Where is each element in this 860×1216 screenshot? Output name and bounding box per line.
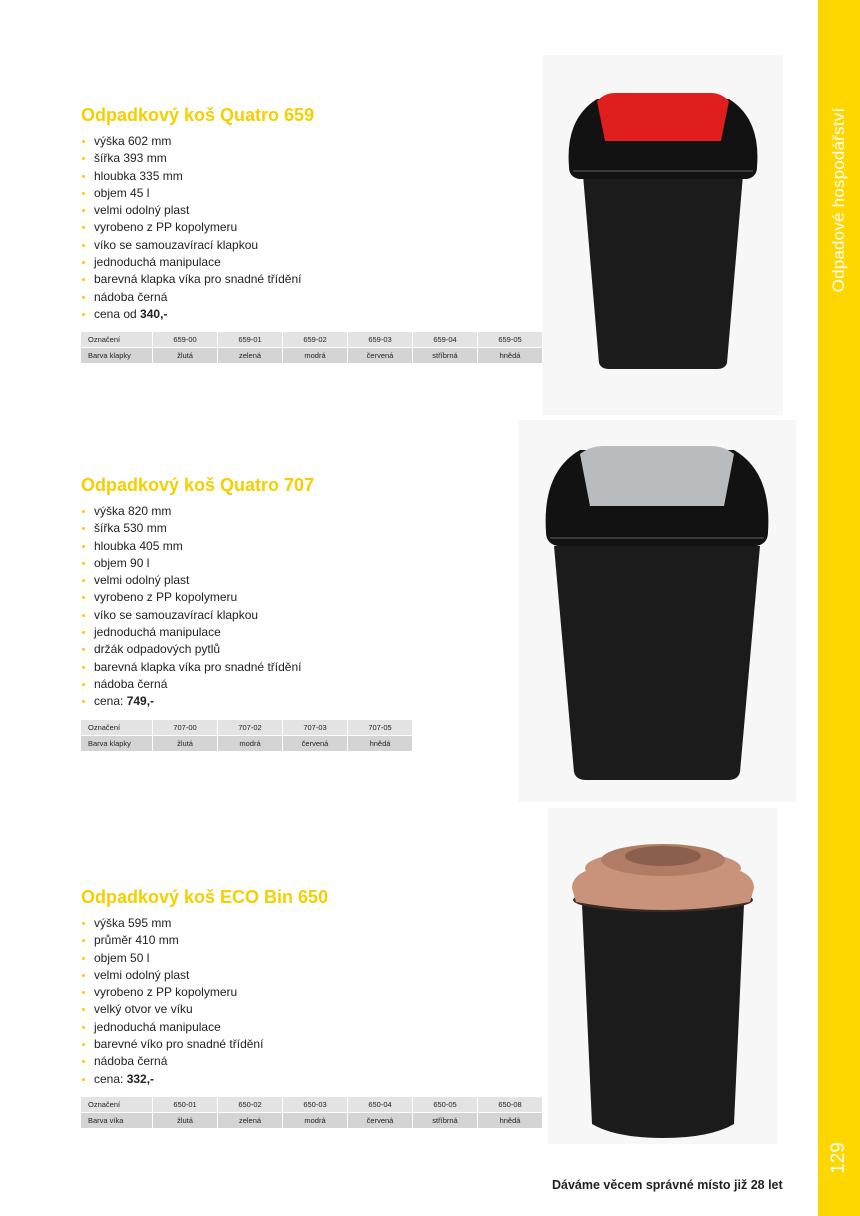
product-title: Odpadkový koš Quatro 659	[81, 105, 315, 125]
color-cell: zelená	[218, 1113, 282, 1128]
color-cell: hnědá	[478, 1113, 542, 1128]
quatro-707-bin-image	[518, 420, 796, 802]
code-cell: 650-03	[283, 1097, 347, 1112]
code-row	[81, 720, 412, 735]
color-row	[81, 348, 542, 363]
color-cell: hnědá	[478, 348, 542, 363]
price-item	[81, 693, 413, 710]
color-cell: červená	[348, 1113, 412, 1128]
feature-item: barevná klapka víka pro snadné třídění	[81, 271, 543, 288]
feature-item: objem 45 l	[81, 185, 543, 202]
feature-item: držák odpadových pytlů	[81, 641, 413, 658]
feature-item: barevné víko pro snadné třídění	[81, 1036, 543, 1053]
feature-item: víko se samouzavírací klapkou	[81, 237, 543, 254]
code-cell: 659-01	[218, 332, 282, 347]
code-cell: 707-02	[218, 720, 282, 735]
row-label: Označení	[81, 332, 152, 347]
feature-item: nádoba černá	[81, 676, 413, 693]
row-label: Barva víka	[81, 1113, 152, 1128]
feature-item: šířka 530 mm	[81, 520, 413, 537]
color-row	[81, 1113, 542, 1128]
code-cell: 707-00	[153, 720, 217, 735]
product-title: Odpadkový koš Quatro 707	[81, 475, 315, 495]
feature-item: vyrobeno z PP kopolymeru	[81, 984, 543, 1001]
product-quatro-707	[81, 473, 413, 752]
product-quatro-659	[81, 103, 543, 364]
code-cell: 707-05	[348, 720, 412, 735]
color-cell: červená	[283, 736, 347, 751]
feature-item: objem 50 l	[81, 950, 543, 967]
code-cell: 650-04	[348, 1097, 412, 1112]
price-label: cena od	[94, 306, 141, 321]
feature-item: velmi odolný plast	[81, 202, 543, 219]
row-label: Barva klapky	[81, 348, 152, 363]
feature-item: objem 90 l	[81, 555, 413, 572]
color-row	[81, 736, 412, 751]
feature-item: barevná klapka víka pro snadné třídění	[81, 659, 413, 676]
row-label: Označení	[81, 1097, 152, 1112]
feature-item: výška 820 mm	[81, 503, 413, 520]
section-title: Odpadové hospodářství	[829, 107, 848, 293]
code-cell: 659-03	[348, 332, 412, 347]
price-value: 749,-	[126, 694, 155, 709]
feature-list	[81, 915, 543, 1088]
feature-item: šířka 393 mm	[81, 150, 543, 167]
variant-table	[80, 331, 543, 364]
row-label: Označení	[81, 720, 152, 735]
code-cell: 650-08	[478, 1097, 542, 1112]
page-number: 129	[828, 1142, 849, 1174]
color-cell: žlutá	[153, 348, 217, 363]
code-cell: 650-01	[153, 1097, 217, 1112]
feature-item: velmi odolný plast	[81, 967, 543, 984]
code-cell: 659-02	[283, 332, 347, 347]
feature-item: nádoba černá	[81, 1053, 543, 1070]
feature-item: nádoba černá	[81, 289, 543, 306]
code-cell: 650-05	[413, 1097, 477, 1112]
product-title: Odpadkový koš ECO Bin 650	[81, 887, 329, 907]
code-cell: 659-05	[478, 332, 542, 347]
color-cell: modrá	[283, 348, 347, 363]
price-value: 332,-	[126, 1071, 155, 1086]
price-value: 340,-	[140, 306, 168, 321]
feature-item: průměr 410 mm	[81, 932, 543, 949]
feature-item: výška 595 mm	[81, 915, 543, 932]
variant-table	[80, 1096, 543, 1129]
price-label: cena:	[94, 694, 127, 709]
feature-list	[81, 503, 413, 711]
feature-item: hloubka 335 mm	[81, 168, 543, 185]
feature-item: výška 602 mm	[81, 133, 543, 150]
feature-item: jednoduchá manipulace	[81, 1019, 543, 1036]
feature-item: jednoduchá manipulace	[81, 254, 543, 271]
row-label: Barva klapky	[81, 736, 152, 751]
code-cell: 659-04	[413, 332, 477, 347]
feature-item: víko se samouzavírací klapkou	[81, 607, 413, 624]
price-item	[81, 306, 543, 323]
feature-item: velmi odolný plast	[81, 572, 413, 589]
feature-item: vyrobeno z PP kopolymeru	[81, 219, 543, 236]
code-cell: 707-03	[283, 720, 347, 735]
feature-list	[81, 133, 543, 323]
variant-table	[80, 719, 413, 752]
feature-item: hloubka 405 mm	[81, 538, 413, 555]
eco-bin-650-bin-image	[548, 808, 778, 1144]
color-cell: modrá	[283, 1113, 347, 1128]
code-cell: 650-02	[218, 1097, 282, 1112]
color-cell: červená	[348, 348, 412, 363]
product-eco-bin-650	[81, 885, 543, 1129]
color-cell: zelená	[218, 348, 282, 363]
price-item	[81, 1071, 543, 1088]
feature-item: jednoduchá manipulace	[81, 624, 413, 641]
color-cell: modrá	[218, 736, 282, 751]
color-cell: stříbrná	[413, 1113, 477, 1128]
price-label: cena:	[94, 1071, 127, 1086]
color-cell: stříbrná	[413, 348, 477, 363]
code-row	[81, 1097, 542, 1112]
quatro-659-bin-image	[543, 55, 783, 415]
feature-item: vyrobeno z PP kopolymeru	[81, 589, 413, 606]
color-cell: žlutá	[153, 1113, 217, 1128]
code-row	[81, 332, 542, 347]
code-cell: 659-00	[153, 332, 217, 347]
color-cell: žlutá	[153, 736, 217, 751]
color-cell: hnědá	[348, 736, 412, 751]
footer-slogan: Dáváme věcem správné místo již 28 let	[552, 1178, 783, 1192]
feature-item: velký otvor ve víku	[81, 1001, 543, 1018]
